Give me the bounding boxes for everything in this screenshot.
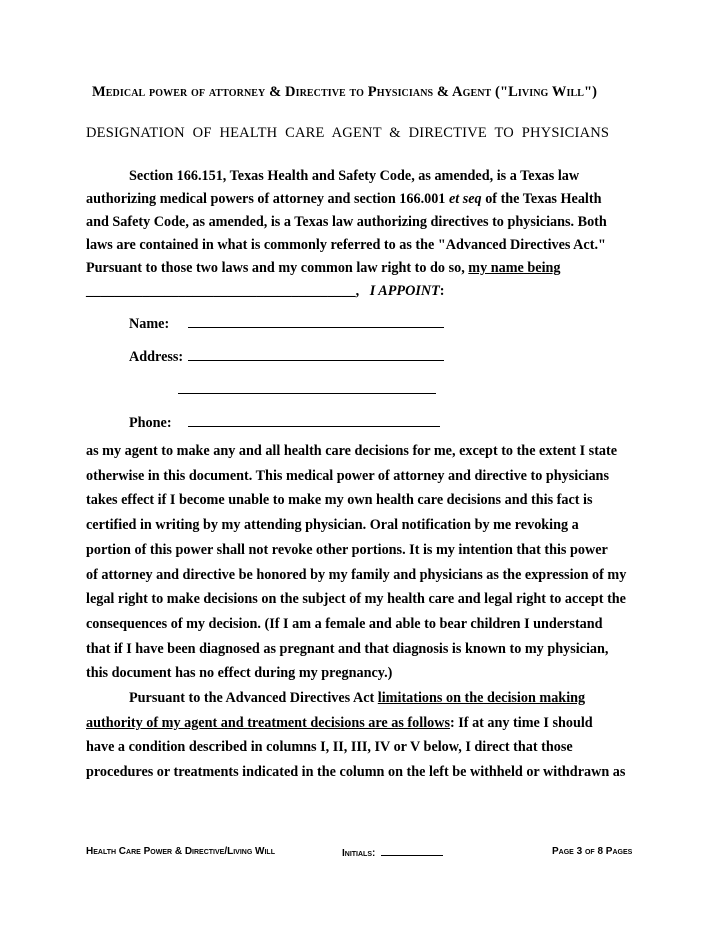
phone-blank[interactable] (188, 412, 440, 427)
paragraph-line: portion of this power shall not revoke other portions. It is my intention that this power (86, 541, 608, 558)
footer-page-number: Page 3 of 8 Pages (552, 846, 633, 857)
footer-initials (342, 846, 443, 859)
agent-address-field (129, 346, 444, 366)
paragraph-line: consequences of my decision. (If I am a female and able to bear children I understand (86, 615, 603, 632)
paragraph-line: Pursuant to those two laws and my common law right to do so, my name being (86, 260, 561, 276)
address-blank-continued[interactable] (178, 379, 436, 394)
agent-phone-field (129, 412, 440, 432)
footer-document-name: Health Care Power & Directive/Living Will (86, 846, 275, 857)
address-blank[interactable] (188, 346, 444, 361)
paragraph-line: certified in writing by my attending physician. Oral notification by me revoking a (86, 517, 579, 534)
intro-paragraph (86, 165, 646, 303)
paragraph-line: otherwise in this document. This medical power of attorney and directive to physicians (86, 467, 609, 484)
paragraph-line: Section 166.151, Texas Health and Safety Code, as amended, is a Texas law (129, 168, 580, 184)
paragraph-line: and Safety Code, as amended, is a Texas law authorizing directives to physicians. Both (86, 214, 607, 230)
paragraph-line: this document has no effect during my pregnancy.) (86, 665, 393, 682)
document-title: Medical power of attorney & Directive to Physicians & Agent ("Living Will") (92, 84, 598, 100)
name-blank-line[interactable]: ______________________________________, I APPOINT: (86, 283, 445, 299)
paragraph-line: takes effect if I become unable to make my own health care decisions and this fact is (86, 492, 593, 509)
initials-blank[interactable] (381, 846, 443, 856)
paragraph-line: legal right to make decisions on the subject of my health care and legal right to accept the (86, 591, 626, 608)
paragraph-line: authorizing medical powers of attorney and section 166.001 et seq of the Texas Health (86, 191, 602, 207)
agent-name-field (129, 313, 444, 333)
paragraph-line: Pursuant to the Advanced Directives Act limitations on the decision making (129, 690, 586, 707)
paragraph-line: authority of my agent and treatment decisions are as follows: If at any time I should (86, 714, 593, 731)
paragraph-line: that if I have been diagnosed as pregnant and that diagnosis is known to my physician, (86, 640, 609, 657)
paragraph-line: procedures or treatments indicated in the column on the left be withheld or withdrawn as (86, 764, 626, 781)
paragraph-line: laws are contained in what is commonly referred to as the "Advanced Directives Act." (86, 237, 606, 253)
paragraph-line: have a condition described in columns I, II, III, IV or V below, I direct that those (86, 739, 573, 756)
name-label: Name: (129, 316, 170, 332)
paragraph-line: as my agent to make any and all health care decisions for me, except to the extent I state (86, 443, 618, 459)
initials-label: Initials: (342, 848, 376, 859)
paragraph-line: of attorney and directive be honored by my family and physicians as the expression of my (86, 566, 627, 583)
name-blank[interactable] (188, 313, 444, 328)
phone-label: Phone: (129, 415, 172, 431)
address-label: Address: (129, 349, 184, 365)
agent-powers-paragraph (86, 439, 656, 785)
document-subtitle: DESIGNATION OF HEALTH CARE AGENT & DIRECTIVE TO PHYSICIANS (86, 125, 610, 141)
